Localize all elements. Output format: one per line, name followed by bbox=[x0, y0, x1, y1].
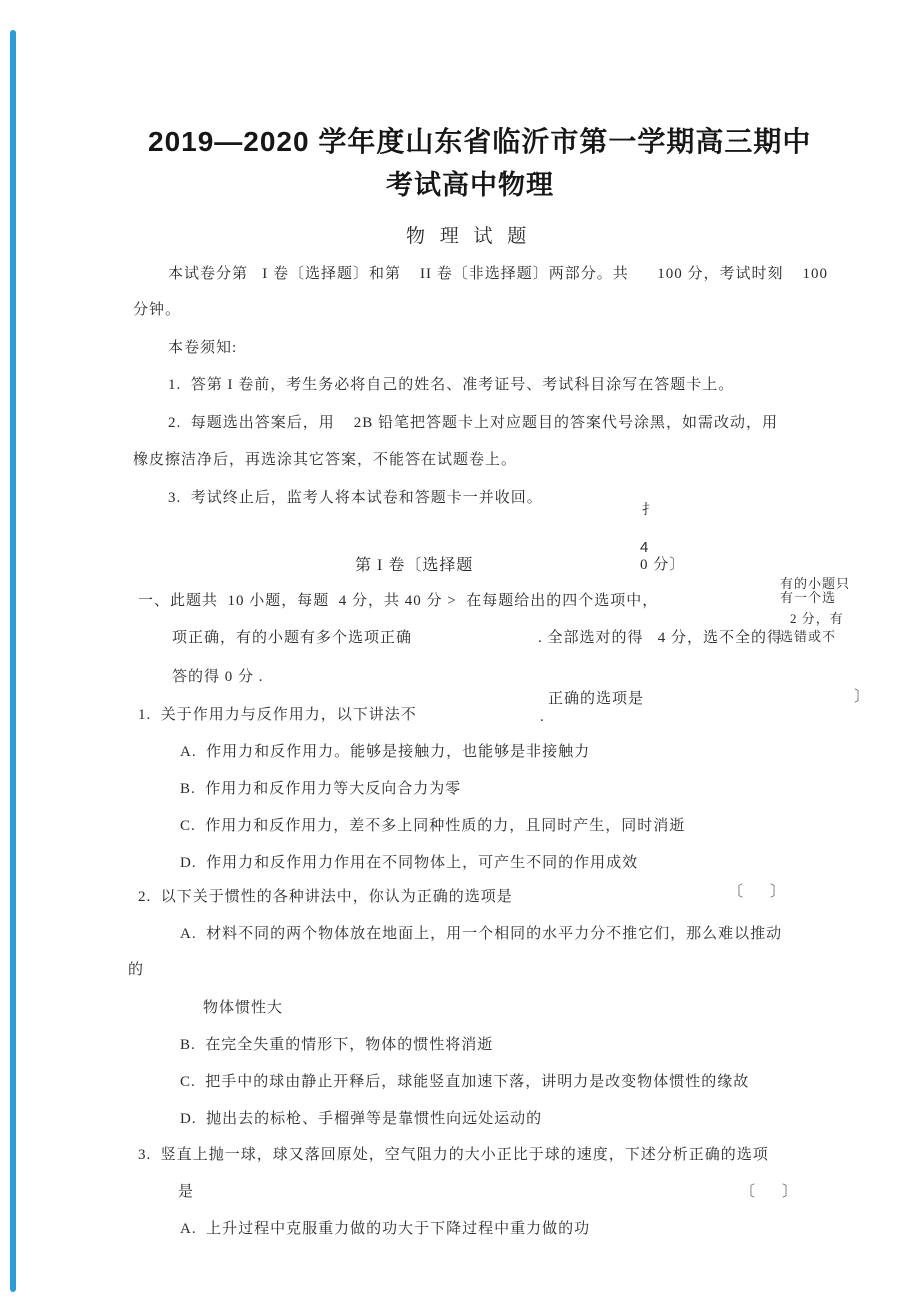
section-1-intro-frag: . 全部选对的得 4 分，选不全的得 bbox=[538, 630, 784, 646]
section-1-intro-cont-2: 答的得 0 分 . bbox=[172, 669, 264, 685]
stray-glyph-1: 扌 bbox=[642, 503, 657, 518]
section-1-intro: 一、此题共 10 小题，每题 4 分，共 40 分 > 在每题给出的四个选项中， bbox=[138, 593, 659, 609]
margin-frag-3: 2 分，有 bbox=[790, 611, 844, 626]
intro-line-2: 分钟。 bbox=[133, 302, 182, 318]
section-1-heading: 第 I 卷〔选择题 bbox=[355, 557, 474, 574]
bracket-frag-1: 〕 bbox=[854, 689, 871, 705]
question-2-bracket-open: 〔 bbox=[728, 884, 745, 900]
option-1c: C. 作用力和反作用力，差不多上同种性质的力，且同时产生，同时消逝 bbox=[180, 818, 686, 834]
title-line-1: 2019—2020 学年度山东省临沂市第一学期高三期中 bbox=[148, 126, 812, 157]
notice-item-2: 2. 每题选出答案后，用 2B 铅笔把答题卡上对应题目的答案代号涂黑，如需改动，用 bbox=[168, 415, 779, 431]
section-1-intro-frag-2: 正确的选项是 bbox=[548, 691, 645, 707]
section-1-intro-cont: 项正确，有的小题有多个选项正确 bbox=[172, 630, 413, 646]
notice-item-2-cont: 橡皮擦洁净后，再选涂其它答案，不能答在试题卷上。 bbox=[133, 452, 518, 468]
option-2c: C. 把手中的球由静止开释后，球能竖直加速下落，讲明力是改变物体惯性的缘故 bbox=[180, 1074, 750, 1090]
question-3: 3. 竖直上抛一球，球又落回原处，空气阻力的大小正比于球的速度，下述分析正确的选项 bbox=[138, 1147, 769, 1163]
option-1d: D. 作用力和反作用力作用在不同物体上，可产生不同的作用成效 bbox=[180, 855, 639, 871]
option-2d: D. 抛出去的标枪、手榴弹等是靠惯性向远处运动的 bbox=[180, 1111, 543, 1127]
stray-glyph-2: 4 bbox=[640, 539, 650, 556]
subject-heading: 物 理 试 题 bbox=[406, 226, 532, 247]
question-3-bracket-close: 〕 bbox=[782, 1184, 799, 1200]
notice-item-1: 1. 答第 I 卷前，考生务必将自己的姓名、准考证号、考试科目涂写在答题卡上。 bbox=[168, 377, 735, 393]
margin-frag-2: 有一个选 bbox=[780, 590, 837, 605]
option-2a-cont-2: 物体惯性大 bbox=[203, 1000, 284, 1016]
title-line-2: 考试高中物理 bbox=[386, 170, 554, 200]
intro-line-1: 本试卷分第 I 卷〔选择题〕和第 II 卷〔非选择题〕两部分。共 100 分，考试时刻 100 bbox=[168, 266, 828, 282]
question-1-frag: . bbox=[540, 709, 545, 725]
question-2: 2. 以下关于惯性的各种讲法中，你认为正确的选项是 bbox=[138, 889, 513, 905]
question-1: 1. 关于作用力与反作用力，以下讲法不 bbox=[138, 707, 417, 723]
left-edge-accent-bar bbox=[10, 30, 16, 1292]
option-1a: A. 作用力和反作用力。能够是接触力，也能够是非接触力 bbox=[180, 744, 591, 760]
notice-heading: 本卷须知: bbox=[168, 340, 238, 356]
margin-frag-4: 选错或不 bbox=[780, 629, 837, 644]
option-3a: A. 上升过程中克服重力做的功大于下降过程中重力做的功 bbox=[180, 1221, 591, 1237]
question-3-cont: 是 bbox=[178, 1184, 195, 1200]
margin-frag-1: 有的小题只 bbox=[780, 576, 851, 591]
option-1b: B. 作用力和反作用力等大反向合力为零 bbox=[180, 781, 462, 797]
section-1-heading-frag: 0 分〕 bbox=[640, 557, 686, 573]
option-2a-cont: 的 bbox=[128, 962, 145, 978]
question-3-bracket-open: 〔 bbox=[740, 1184, 757, 1200]
question-2-bracket-close: 〕 bbox=[770, 884, 787, 900]
option-2b: B. 在完全失重的情形下，物体的惯性将消逝 bbox=[180, 1037, 494, 1053]
notice-item-3: 3. 考试终止后，监考人将本试卷和答题卡一并收回。 bbox=[168, 490, 543, 506]
option-2a: A. 材料不同的两个物体放在地面上，用一个相同的水平力分不推它们，那么难以推动 bbox=[180, 926, 783, 942]
